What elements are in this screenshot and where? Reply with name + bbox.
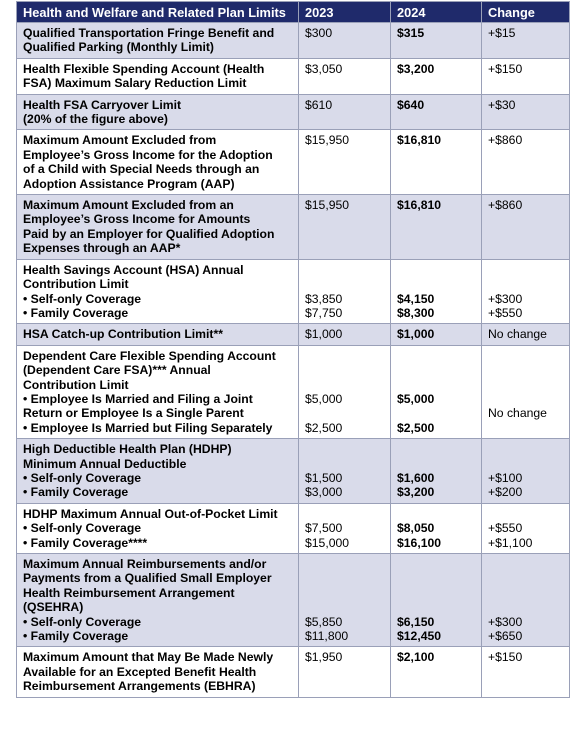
limit-label [17, 439, 299, 504]
header-2023: 2023 [299, 2, 391, 23]
table-row [17, 345, 570, 438]
value-change: +$150 [482, 58, 570, 94]
value-change [482, 259, 570, 324]
header-change: Change [482, 2, 570, 23]
sub-item: • Family Coverage**** [23, 536, 292, 550]
label-line: Employee’s Gross Income for the Adoption [23, 147, 273, 162]
label-line: Maximum Amount that May Be Made Newly [23, 650, 274, 665]
value-2024 [391, 259, 482, 324]
value-2023: $15,950 [299, 130, 391, 195]
sub-item: • Self-only Coverage [23, 615, 292, 629]
value-line: $1,600 [397, 470, 435, 485]
value-line: $5,000 [305, 391, 343, 406]
value-2023 [299, 503, 391, 553]
value-2024 [391, 554, 482, 647]
value-line: $5,000 [397, 391, 435, 406]
value-line: $12,450 [397, 629, 442, 644]
value-line: $8,050 [397, 521, 435, 536]
value-line: +$550 [488, 305, 523, 320]
header-row [17, 2, 570, 23]
sub-item: • Self-only Coverage [23, 292, 292, 306]
table-row [17, 554, 570, 647]
label-line: Maximum Annual Reimbursements and/or [23, 557, 267, 571]
value-2023: $1,000 [299, 324, 391, 345]
table-row [17, 23, 570, 59]
value-line: $2,500 [397, 420, 435, 435]
label-line: Reimbursement Arrangements (EBHRA) [23, 679, 256, 694]
label-line: Adoption Assistance Program (AAP) [23, 176, 235, 191]
value-line: $5,850 [305, 614, 343, 629]
table-row [17, 324, 570, 345]
value-change: +$30 [482, 94, 570, 130]
value-line: $1,500 [305, 470, 343, 485]
value-2023: $1,950 [299, 647, 391, 697]
label-line: Health Reimbursement Arrangement [23, 585, 235, 600]
value-change [482, 345, 570, 438]
value-line: $6,150 [397, 614, 435, 629]
sub-item: • Family Coverage [23, 485, 292, 499]
label-line: Health Savings Account (HSA) Annual [23, 262, 244, 277]
label-line: (QSEHRA) [23, 600, 84, 615]
label-line: Health Flexible Spending Account (Health [23, 61, 265, 76]
limit-label [17, 58, 299, 94]
value-2024 [391, 439, 482, 504]
value-change: +$860 [482, 130, 570, 195]
label-line: High Deductible Health Plan (HDHP) [23, 442, 232, 457]
table-row [17, 130, 570, 195]
value-line: $7,750 [305, 305, 343, 320]
value-2024: $16,810 [391, 195, 482, 260]
value-line: +$1,100 [488, 535, 533, 550]
table-row [17, 439, 570, 504]
limit-label [17, 94, 299, 130]
table-row [17, 58, 570, 94]
label-line: Payments from a Qualified Small Employer [23, 571, 272, 586]
label-line: Contribution Limit [23, 377, 129, 392]
label-line: Health FSA Carryover Limit [23, 97, 182, 112]
label-line: (20% of the figure above) [23, 112, 168, 127]
value-line: $2,500 [305, 420, 343, 435]
label-line: Qualified Parking (Monthly Limit) [23, 40, 214, 55]
label-line: HSA Catch-up Contribution Limit** [23, 327, 223, 342]
value-change: +$150 [482, 647, 570, 697]
value-2023: $300 [299, 23, 391, 59]
label-line: Paid by an Employer for Qualified Adoption [23, 226, 275, 241]
limit-label [17, 23, 299, 59]
value-line: $15,000 [305, 535, 350, 550]
value-line: +$300 [488, 614, 523, 629]
sub-item: • Employee Is Married but Filing Separately [23, 421, 292, 435]
value-2023 [299, 345, 391, 438]
value-2024: $16,810 [391, 130, 482, 195]
value-line: $8,300 [397, 305, 435, 320]
label-line: Expenses through an AAP* [23, 241, 181, 256]
label-line: (Dependent Care FSA)*** Annual [23, 363, 211, 378]
value-2023: $3,050 [299, 58, 391, 94]
label-line: Dependent Care Flexible Spending Account [23, 348, 276, 363]
value-2024: $640 [391, 94, 482, 130]
limit-label [17, 647, 299, 697]
label-line: FSA) Maximum Salary Reduction Limit [23, 76, 247, 91]
value-line: +$550 [488, 521, 523, 536]
value-line: +$300 [488, 291, 523, 306]
value-2023: $610 [299, 94, 391, 130]
value-2024 [391, 345, 482, 438]
table-row [17, 195, 570, 260]
value-line: $16,100 [397, 535, 442, 550]
value-line: +$650 [488, 629, 523, 644]
value-change: No change [482, 324, 570, 345]
value-2024: $315 [391, 23, 482, 59]
header-limits: Health and Welfare and Related Plan Limits [17, 2, 299, 23]
limit-label [17, 503, 299, 553]
table-row [17, 503, 570, 553]
label-line: Maximum Amount Excluded from [23, 133, 217, 148]
value-change: +$860 [482, 195, 570, 260]
value-change: +$15 [482, 23, 570, 59]
value-line: $4,150 [397, 291, 435, 306]
value-line: No change [488, 406, 547, 421]
value-2023 [299, 439, 391, 504]
label-line: Available for an Excepted Benefit Health [23, 664, 257, 679]
sub-item: • Self-only Coverage [23, 471, 292, 485]
value-line: +$100 [488, 470, 523, 485]
value-2024: $1,000 [391, 324, 482, 345]
limit-label [17, 345, 299, 438]
limit-label [17, 130, 299, 195]
value-line: $7,500 [305, 521, 343, 536]
value-line: $11,800 [305, 629, 349, 644]
value-2023: $15,950 [299, 195, 391, 260]
limits-table [16, 1, 570, 698]
value-2023 [299, 554, 391, 647]
value-change [482, 439, 570, 504]
label-line: Minimum Annual Deductible [23, 456, 187, 471]
sub-item: • Employee Is Married and Filing a Joint Return or Employee Is a Single Parent [23, 392, 292, 421]
value-change [482, 554, 570, 647]
value-line: +$200 [488, 485, 523, 500]
table-row [17, 94, 570, 130]
sub-item: • Family Coverage [23, 306, 292, 320]
sub-item: • Family Coverage [23, 629, 292, 643]
label-line: Contribution Limit [23, 277, 129, 292]
value-2024: $3,200 [391, 58, 482, 94]
limit-label [17, 324, 299, 345]
value-line: $3,850 [305, 291, 343, 306]
label-line: Maximum Amount Excluded from an [23, 198, 234, 213]
label-line: HDHP Maximum Annual Out-of-Pocket Limit [23, 506, 278, 521]
label-line: Qualified Transportation Fringe Benefit and [23, 26, 275, 40]
limit-label [17, 554, 299, 647]
value-2024 [391, 503, 482, 553]
table-row [17, 259, 570, 324]
value-line: $3,200 [397, 485, 435, 500]
header-2024: 2024 [391, 2, 482, 23]
value-line: $3,000 [305, 485, 343, 500]
label-line: of a Child with Special Needs through an [23, 162, 260, 177]
value-2024: $2,100 [391, 647, 482, 697]
label-line: Employee’s Gross Income for Amounts [23, 212, 251, 227]
value-2023 [299, 259, 391, 324]
limit-label [17, 195, 299, 260]
sub-item: • Self-only Coverage [23, 521, 292, 535]
table-row [17, 647, 570, 697]
value-change [482, 503, 570, 553]
limit-label [17, 259, 299, 324]
